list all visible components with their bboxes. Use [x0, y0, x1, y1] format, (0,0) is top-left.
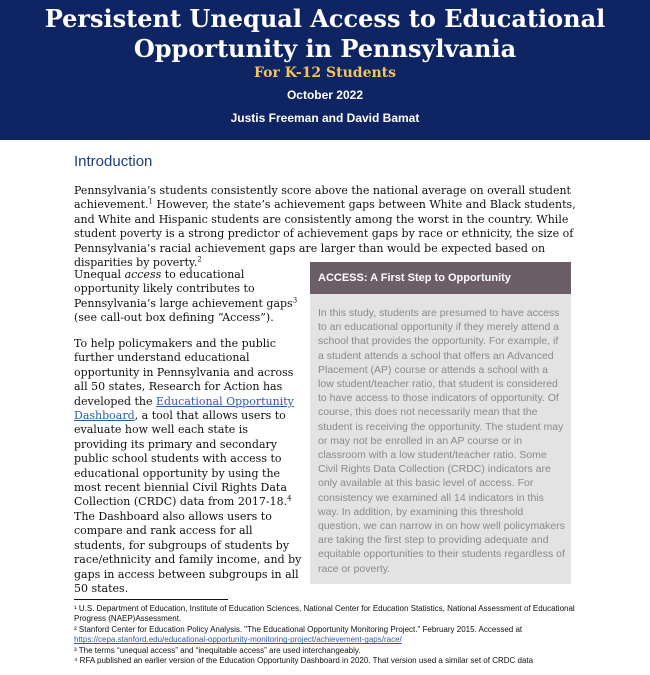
p2-text-c: (see call-out box defining “Access”). [74, 311, 274, 325]
footnote-2-text: ² Stanford Center for Education Policy Analysis. "The Educational Opportunity Monitoring Project." February 2015. Accessed at [74, 624, 523, 634]
p3-text-b: , a tool that allows users to evaluate how well each state is providing its primary and secondary public school students with access to educational opportunity by using the most recent biennial Civil Rights Data Collection (CRDC) data from 2017-18. [74, 409, 288, 509]
report-subtitle: For K-12 Students [253, 65, 397, 81]
dashboard-link[interactable]: Educational Opportunity Dashboard [74, 394, 294, 423]
footnote-3: ³ The terms “unequal access” and “inequitable access” are used interchangeably. [74, 645, 361, 655]
p3-text-a: To help policymakers and the public further understand educational opportunity in Pennsylvania and across all 50 states, Research for Action has developed the [74, 337, 294, 408]
footnote-ref-3: 3 [292, 296, 298, 305]
footnote-4: ⁴ RFA published an earlier version of the Education Opportunity Dashboard in 2020. That version used a similar set of CRDC data [74, 656, 534, 666]
report-authors: Justis Freeman and David Bamat [230, 111, 420, 125]
report-title-line2: Opportunity in Pennsylvania [133, 34, 517, 63]
intro-paragraph-1 [74, 184, 579, 270]
callout-box [310, 294, 571, 584]
p3-text-c: The Dashboard also allows users to compare and rank access for all students, for subgroups of students by race/ethnicity and family income, and by gaps in access between subgroups in all 50 states. [74, 509, 302, 595]
p1-text-a: Pennsylvania’s students consistently score above the national average on overall student achievement. [74, 184, 571, 212]
p1-text-b: However, the state’s achievement gaps between White and Black students, and White and Hispanic students are consistently among the worst in the country. While student poverty is a strong predictor of achievement gaps by race or ethnicity, the size of Pennsylvania’s racial achievement gaps are larger than would be expected based on disparities by poverty. [74, 198, 576, 270]
report-header [0, 0, 650, 140]
footnote-2 [74, 625, 579, 646]
report-title-line1: Persistent Unequal Access to Educational [44, 4, 606, 33]
callout-heading: ACCESS: A First Step to Opportunity [310, 262, 571, 294]
p2-emphasis: access [124, 268, 162, 281]
footnote-ref-1: 1 [148, 197, 153, 206]
footnote-2-link[interactable]: https://cepa.stanford.edu/educational-opportunity-monitoring-project/achievement-gaps/race/ [74, 635, 402, 645]
footnote-divider [74, 599, 228, 600]
p2-text-b: to educational opportunity likely contributes to Pennsylvania’s large achievement gaps [74, 268, 293, 310]
introduction-heading: Introduction [74, 153, 153, 170]
intro-paragraph-3 [74, 337, 304, 596]
intro-paragraph-2 [74, 268, 304, 326]
footnote-ref-2: 2 [197, 255, 202, 264]
p2-text-a: Unequal [74, 268, 125, 281]
footnote-ref-4: 4 [287, 494, 292, 503]
callout-text: In this study, students are presumed to have access to an educational opportunity if they merely attend a school that provides the opportunity. For example, if a student attends a school that offers an Advanced Placement (AP) course or attends a school with a low student/teacher ratio, that student is considered to have access to those indicators of opportunity. Of course, this does not necessarily mean that the student is receiving the opportunity. The student may or may not be enrolled in an AP course or in classroom with a low student/teacher ratio. Some Civil Rights Data Collection (CRDC) indicators are only available at this basic level of access. For consistency we examined all 14 indicators in this way. In addition, by examining this threshold question, we can narrow in on how well policymakers are taking the first step to providing adequate and equitable opportunities to their students regardless of race or poverty. [318, 307, 565, 575]
footnote-1: ¹ U.S. Department of Education, Institute of Education Sciences, National Center for Education Statistics, National Assessment of Educational Progress (NAEP)Assessment. [74, 604, 575, 624]
report-date: October 2022 [286, 88, 364, 102]
footnotes [74, 604, 579, 666]
